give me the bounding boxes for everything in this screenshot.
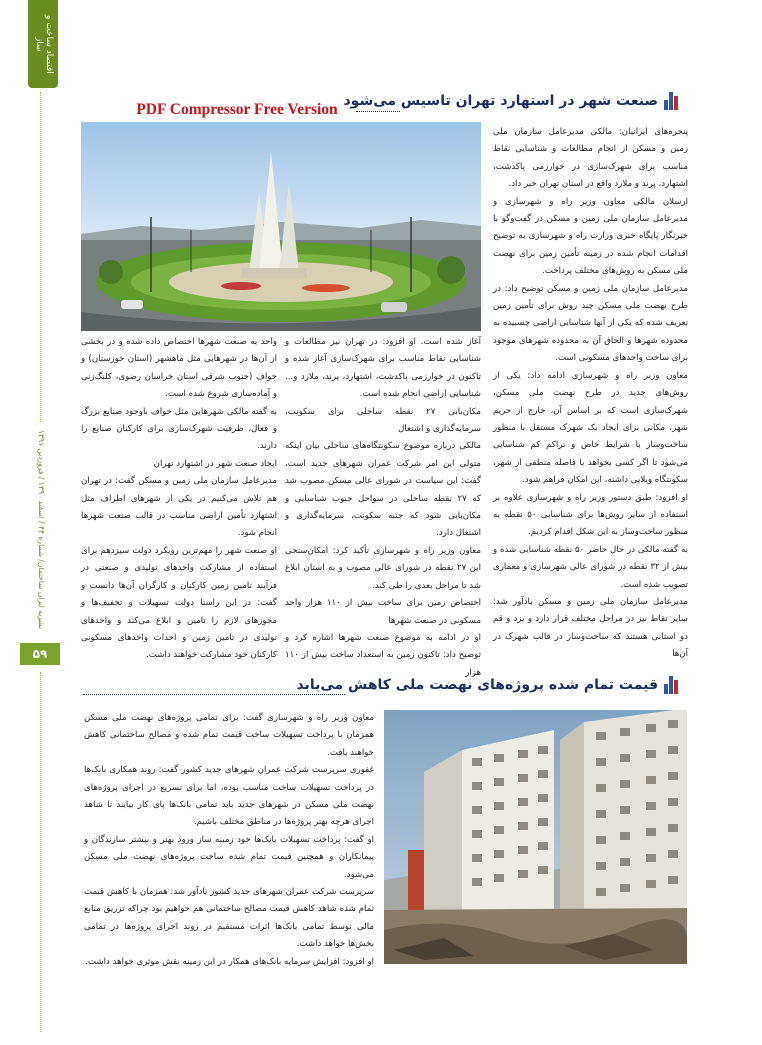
bar-chart-icon — [664, 676, 678, 694]
article2-title: قیمت تمام شده پروژه‌های نهضت ملی کاهش می‌یابد — [296, 677, 658, 693]
paragraph: او افزود: طبق دستور وزیر راه و شهرسازی علاوه بر استفاده از سایر روش‌ها برای شناسایی ۵۰ نقطه به منظور ساخت‌وساز به این شکل اقدام کردیم. — [493, 492, 688, 538]
paragraph: آغاز شده است. او افزود: در تهران نیز مطالعات و شناسایی نقاط مناسب برای شهرک‌سازی آغاز شده و تاکنون در خوارزمی پاکدشت، اشتهارد، پرند، ملارد و... شناسایی اراضی انجام شده است. — [285, 337, 481, 400]
paragraph: او افزود: افزایش سرمایه بانک‌های همکار در این زمینه نقش موثری خواهد داشت. — [85, 956, 374, 967]
article2-column — [84, 710, 374, 967]
paragraph: معاون وزیر راه و شهرسازی ادامه داد: یکی از روش‌های جدید در طرح نهضت ملی مسکن، شهرک‌سازی است که بر اساس آن، خارج از حریم شهر، مکانی برای ایجاد یک شهرک مستقل با منظور ساخت‌وساز با شرایط خاص و تراکم کم شناسایی می‌شود تا اگر کسی بخواهد با فاصله منطقی از شهر، سکونتگاه ویلایی داشته، این امکان فراهم شود. — [493, 370, 688, 486]
issue-info: نشریه ایران ساختمان/ شماره ۴۴ / اسفند ۱۳۹۰ / فروردین ۱۳۹۱ — [37, 430, 46, 630]
paragraph: به گفته مالکی شهرهایی مثل خواف باوجود صنایع بزرگ و فعال، ظرفیت شهرک‌سازی برای کارکنان صنایع را دارند. — [81, 406, 277, 452]
article2-header — [296, 676, 678, 694]
article1-column-left — [81, 334, 277, 661]
section-title: اقتصاد ساخت و ساز — [34, 14, 54, 74]
margin-divider — [40, 672, 41, 1032]
article1-column-right — [493, 124, 688, 660]
subheading: اختصاص زمین برای ساخت بیش از ۱۱۰ هزار واحد مسکونی در صنعت شهرها — [285, 598, 481, 626]
paragraph: مدیرعامل سازمان ملی زمین و مسکن گفت: در تهران هم تلاش می‌کنیم در یکی از شهرهای اطراف مثل اشتهارد تأمین اراضی مناسب در قالب صنعت شهرها انجام شود. — [81, 476, 277, 539]
paragraph: او گفت: پرداخت تسهیلات بانک‌ها خود زمینه ساز ورود بهتر و بیشتر سازندگان و پیمانکاران و همچنین قیمت تمام شده ساخت پروژه‌های نهضت ملی مسکن می‌شود. — [84, 834, 374, 880]
section-tab — [28, 0, 58, 88]
paragraph: معاون وزیر راه و شهرسازی گفت: برای تمامی پروژه‌های نهضت ملی مسکن همزمان با پرداخت تسهیلات ساخت قیمت تمام شده و مصالح ساختمانی کاهش خواهند یافت. — [84, 713, 374, 758]
title-rule — [356, 111, 400, 112]
pdf-watermark: PDF Compressor Free Version — [136, 101, 338, 118]
monument-roundabout-photo — [81, 122, 481, 331]
housing-construction-photo — [384, 710, 687, 964]
article1-title: صنعت شهر در استهارد تهران تاسیس می‌شود — [343, 93, 658, 109]
margin-divider — [40, 92, 41, 422]
paragraph: ارسلان مالکی معاون وزیر راه و شهرسازی و مدیرعامل سازمان ملی زمین و مسکن در گفت‌وگو با خبرنگار پایگاه خبری وزارت راه و شهرسازی به توضیح اقدامات انجام شده در زمینه تأمین زمین برای نهضت ملی مسکن به روش‌های مختلف پرداخت. — [493, 196, 688, 277]
paragraph: او در ادامه به موضوع صنعت شهرها اشاره کرد و توضیح داد: تاکنون زمین به استعداد ساخت بیش از ۱۱۰ هزار — [285, 632, 481, 678]
paragraph: مالکی درباره موضوع سکونتگاه‌های ساحلی بیان اینکه متولی این امر شرکت عمران شهرهای جدید است، گفت: این سیاست در شورای عالی مسکن مصوب شد که ۲۷ نقطه ساحلی در سواحل جنوب شناسایی و مکان‌یابی شود که جنبه سکونت، سرمایه‌گذاری و اشتغال دارد. — [285, 441, 481, 539]
paragraph: مدیرعامل سازمان ملی زمین و مسکن یادآور شد: سایر نقاط نیز در مراحل مختلف قرار دارد و یزد و قم دو استانی هستند که ساخت‌وساز در قالب شهرک در آن‌ها — [493, 596, 688, 660]
title-rule — [83, 694, 345, 695]
subheading: ایجاد صنعت شهر در اشتهارد تهران — [153, 458, 277, 469]
paragraph: معاون وزیر راه و شهرسازی تأکید کرد: امکان‌سنجی این ۲۷ نقطه در شورای عالی مصوب و به استان ابلاغ شد تا مراحل بعدی را طی کند. — [285, 545, 481, 591]
bar-chart-icon — [664, 92, 678, 110]
article1-header — [343, 92, 678, 110]
paragraph: سرپرست شرکت عمران شهرهای جدید کشور یادآور شد: همزمان با کاهش قیمت تمام شده شاهد کاهش قیمت مصالح ساختمانی هم خواهیم بود چراکه تزریق منابع مالی توسط تمامی بانک‌ها اثرات مستقیم در روند اجرای پروژه‌ها در تمامی بخش‌ها خواهد داشت. — [84, 887, 374, 950]
paragraph: واحد به صنعت شهرها اختصاص داده شده و در بخشی از آن‌ها در شهرهایی مثل ماهشهر (استان خوزستان) و خواف (جنوب شرقی استان خراسان رضوی، کلنگ‌زنی و آماده‌سازی شروع شده است. — [81, 337, 277, 400]
paragraph: او صنعت شهر را مهم‌ترین رویکرد دولت سیزدهم برای استفاده از مشارکت واحدهای تولیدی و صنعتی در فرآیند تامین زمین کارکنان و کارگران آن‌ها دانست و گفت: در این راستا دولت تسهیلات و تخفیف‌ها و مجوزهای لازم را تامین و ابلاغ می‌کند و واحدهای تولیدی در تامین زمین و احداث واحدهای مسکونی کارکنان خود مشارکت خواهند داشت. — [81, 545, 277, 661]
subheading: مکان‌یابی ۲۷ نقطه ساحلی برای سکونت، سرمایه‌گذاری و اشتغال — [285, 406, 482, 435]
paragraph: پنجره‌های ایرانیان: مالکی مدیرعامل سازمان ملی زمین و مسکن از انجام مطالعات و شناسایی نقاط مناسب برای شهرک‌سازی در خوارزمی پاکدشت، اشتهارد، پرند و ملارد واقع در استان تهران خبر داد. — [493, 127, 688, 190]
paragraph: به گفته مالکی در حال حاضر ۵۰ نقطه شناسایی شده و بیش از ۳۲ نقطه در شورای عالی شهرسازی و معماری تصویب شده است. — [493, 544, 688, 590]
page-number: ۵۹ — [20, 643, 60, 665]
paragraph: غفوری سرپرست شرکت عمران شهرهای جدید کشور گفت: روند همکاری بانک‌ها در پرداخت تسهیلات ساخت مناسب بوده، اما برای تسریع در اجرای پروژه‌های نهضت ملی مسکن در شهرهای جدید باید تمامی بانک‌ها پای کار بیایند تا شاهد اجرای هرچه بهتر پروژه‌ها در مناطق مختلف باشیم. — [84, 765, 374, 828]
paragraph: مدیرعامل سازمان ملی زمین و مسکن توضیح داد: در طرح نهضت ملی مسکن چند روش برای تأمین زمین تعریف شده که یکی از آنها شناسایی اراضی چسبیده به محدوده شهرها و الحاق آن به محدوده شهرهای موجود برای ساخت واحدهای مسکونی است. — [493, 283, 688, 364]
article1-column-middle — [285, 334, 482, 678]
